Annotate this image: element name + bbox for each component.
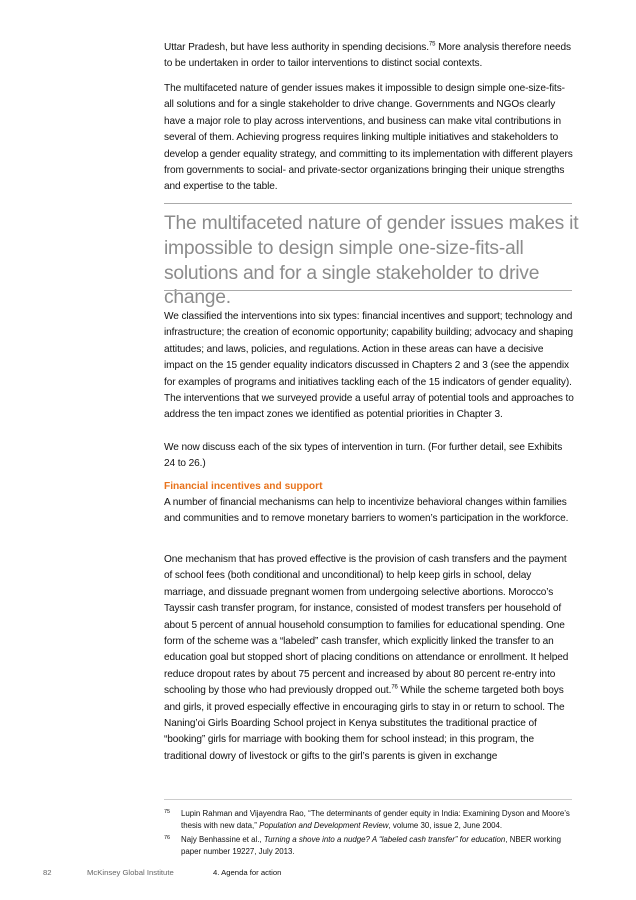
footnote-ref-75[interactable]: 75 <box>428 41 436 48</box>
section-heading: Financial incentives and support <box>164 481 323 492</box>
body-paragraph-4: We now discuss each of the six types of intervention in turn. (For further detail, see Exhibits 24 to 26.) <box>164 442 563 470</box>
footnote-text: Najy Benhassine et al., Turning a shove into a nudge? A “labeled cash transfer” for education, NBER working paper number 19227, July 2013. <box>181 835 562 856</box>
footnote-number: 75 <box>164 809 171 815</box>
pull-quote-top-rule <box>164 203 572 204</box>
page-number: 82 <box>43 868 52 877</box>
body-paragraph-6: One mechanism that has proved effective is the provision of cash transfers and the payment of school fees (both conditional and unconditional) to help keep girls in school, delay marriage, and dissuade pregnant women from undergoing selective abortions. Morocco’s Tayssir cash transfer program, for instance, consisted of modest transfers per household of about 5 percent of annual household consumption to families for educational spending. One form of the scheme was a “labeled” cash transfer, which explicitly linked the transfer to an education goal but stopped short of placing conditions on attendance or enrollment. It helped reduce dropout rates by about 75 percent and increased by about 80 percent re-entry into schooling by those who had previously dropped out.$^{76}$ While the scheme targeted both boys and girls, it proved especially effective in encouraging girls to stay in or return to school. The Naning’oi Girls Boarding School project in Kenya substitutes the traditional practice of “booking” girls for marriage with booking them for school instead; in this program, the traditional dowry of livestock or gifts to the girl’s parents is given in exchange <box>164 554 569 762</box>
footnote-text: Lupin Rahman and Vijayendra Rao, “The determinants of gender equity in India: Examining Dyson and Moore’s thesis with new data,” Population and Development Review, volume 30, issue 2, June 2004. <box>181 809 570 830</box>
pull-quote: The multifaceted nature of gender issues makes it impossible to design simple one-size-fits-all solutions and for a single stakeholder to drive change. <box>164 213 579 309</box>
body-paragraph-3: We classified the interventions into six types: financial incentives and support; technology and infrastructure; the creation of economic opportunity; capability building; advocacy and shaping attitudes; and laws, policies, and regulations. Action in these areas can have a decisive impact on the 15 gender equality indicators discussed in Chapters 2 and 3 (see the appendix for examples of programs and initiatives tackling each of the 15 indicators of gender equality). The interventions that we surveyed provide a useful array of potential tools and approaches to address the ten impact zones we identified as potential priorities in Chapter 3. <box>164 311 574 421</box>
footnote-number: 76 <box>164 835 171 841</box>
body-paragraph-5: A number of financial mechanisms can help to incentivize behavioral changes within families and communities and to remove monetary barriers to women’s participation in the workforce. <box>164 497 569 525</box>
footer-publisher: McKinsey Global Institute <box>87 868 174 877</box>
footnote-75 <box>164 808 574 832</box>
body-paragraph-2: The multifaceted nature of gender issues makes it impossible to design simple one-size-fits-all solutions and for a single stakeholder to drive change. Governments and NGOs clearly have a major role to play across interventions, and business can make vital contributions in several of them. Achieving progress requires linking multiple initiatives and stakeholders to develop a gender equality strategy, and committing to its implementation with different players from governments to social- and private-sector organizations bringing their unique strengths and expertise to the table. <box>164 83 573 193</box>
body-paragraph-1: Uttar Pradesh, but have less authority in spending decisions.$^{75}$ More analysis therefore needs to be undertaken in order to tailor interventions to distinct social contexts. <box>164 41 571 70</box>
footnote-rule <box>164 799 572 800</box>
footer-section: 4. Agenda for action <box>213 868 282 877</box>
footnote-76 <box>164 834 574 858</box>
pull-quote-bottom-rule <box>164 290 572 291</box>
footnote-ref-76[interactable]: 76 <box>391 684 398 691</box>
